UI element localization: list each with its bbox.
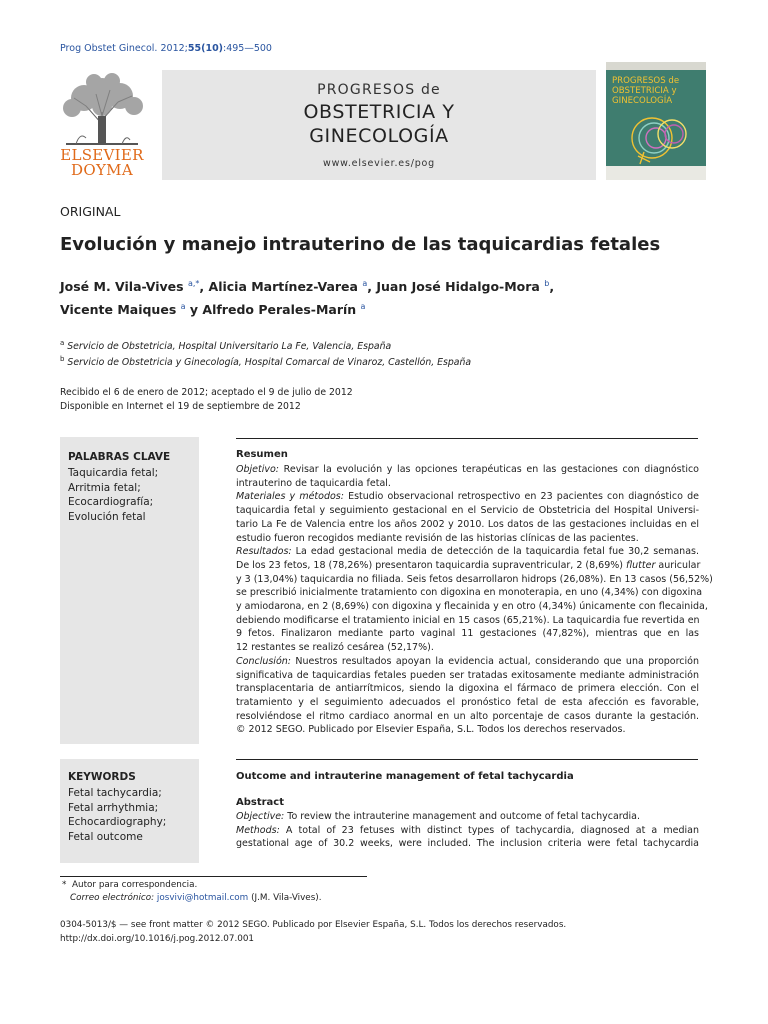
logo-line-doyma: DOYMA bbox=[71, 161, 133, 179]
abstract-line bbox=[236, 723, 699, 737]
abstract-text: auricular bbox=[655, 559, 701, 571]
citation-volume: 55(10) bbox=[187, 43, 224, 54]
affiliation-text: Servicio de Obstetricia y Ginecología, Hospital Comarcal de Vinaroz, Castellón, España bbox=[67, 357, 472, 369]
abstract-line bbox=[236, 600, 708, 614]
email-link[interactable]: josvivi@hotmail.com bbox=[156, 893, 249, 903]
author-line-2 bbox=[60, 297, 710, 320]
author-affiliation-mark[interactable]: a bbox=[360, 302, 366, 312]
abstract-line bbox=[236, 463, 699, 477]
author-affiliation-mark[interactable]: a bbox=[362, 279, 368, 288]
abstract-text: se prescribió inicialmente tratamiento con digoxina en monoterapia, en uno (4,34%) con digoxina bbox=[236, 587, 703, 599]
received-date: Recibido el 6 de enero de 2012; aceptado el 9 de julio de 2012 bbox=[60, 387, 353, 398]
author-list bbox=[60, 274, 710, 320]
author-affiliation-mark[interactable]: a,* bbox=[187, 279, 200, 288]
citation-pages: :495—500 bbox=[223, 43, 272, 54]
resumen-body bbox=[236, 463, 713, 737]
banner-url-link[interactable]: www.elsevier.es/pog bbox=[323, 158, 435, 169]
email-owner: (J.M. Vila-Vives). bbox=[251, 893, 322, 903]
abstract-text: De los 23 fetos, 18 (78,26%) presentaron taquicardia supraventricular, 2 (8,69%) bbox=[236, 559, 627, 571]
abstract-label: Materiales y métodos: bbox=[236, 491, 344, 503]
abstract-text: Estudio observacional retrospectivo en 23 pacientes con diagnóstico de bbox=[343, 491, 699, 503]
keyword-item: Ecocardiografía; bbox=[68, 496, 154, 509]
keyword-item: Echocardiography; bbox=[68, 816, 167, 829]
author-affiliation-mark[interactable]: a bbox=[180, 302, 186, 312]
abstract-heading: Abstract bbox=[236, 797, 285, 808]
abstract-text: y 3 (13,04%) taquicardia no filiada. Seis fetos desarrollaron hidrops (26,08%). En 13 casos (56,52%) bbox=[236, 573, 713, 585]
cover-title-line2: OBSTETRICIA y bbox=[612, 86, 677, 96]
abstract-label: Conclusión: bbox=[236, 655, 291, 667]
abstract-label: Objective: bbox=[236, 811, 285, 822]
abstract-text: 9 fetos. Finalizaron mediante parto vaginal 11 gestaciones (47,82%), mientras que en las bbox=[236, 628, 699, 640]
abstract-text: A total of 23 fetuses with distinct types of tachycardia, diagnosed at a median bbox=[279, 824, 699, 836]
banner-title bbox=[162, 100, 596, 148]
cover-footer bbox=[606, 166, 706, 180]
abstract-text: gestational age of 30.2 weeks, were included. The inclusion criteria were fetal tachycardia bbox=[236, 838, 699, 850]
cover-title bbox=[612, 76, 702, 106]
author-affiliation-mark[interactable]: b bbox=[544, 279, 550, 288]
abstract-body bbox=[236, 810, 699, 851]
abstract-line bbox=[236, 696, 699, 710]
abstract-text: taquicardia fetal y seguimiento gestacional en el Servicio de Obstetricia del Hospital Universi- bbox=[236, 505, 699, 517]
abstract-line bbox=[236, 669, 699, 683]
abstract-line bbox=[236, 586, 703, 600]
abstract-line bbox=[236, 490, 699, 504]
keywords-es-heading: PALABRAS CLAVE bbox=[68, 451, 171, 463]
keyword-item: Fetal outcome bbox=[68, 830, 143, 843]
abstract-text: © 2012 SEGO. Publicado por Elsevier España, S.L. Todos los derechos reservados. bbox=[236, 724, 626, 736]
abstract-line bbox=[236, 627, 699, 641]
online-date: Disponible en Internet el 19 de septiembre de 2012 bbox=[60, 401, 301, 412]
journal-banner bbox=[162, 70, 596, 180]
abstract-line bbox=[236, 641, 699, 655]
banner-subtitle: PROGRESOS de bbox=[317, 82, 441, 98]
banner-title-line1: OBSTETRICIA Y bbox=[303, 101, 455, 123]
abstract-line bbox=[236, 559, 699, 573]
keyword-item: Arritmia fetal; bbox=[68, 481, 141, 494]
affiliation-mark: b bbox=[60, 355, 65, 363]
abstract-line bbox=[236, 477, 699, 491]
abstract-text: significativa de taquicardias fetales pueden ser tratadas exitosamente mediante administración bbox=[236, 669, 699, 681]
elsevier-doyma-logo bbox=[58, 148, 146, 178]
abstract-text: To review the intrauterine management and outcome of fetal tachycardia. bbox=[284, 811, 641, 822]
article-title: Evolución y manejo intrauterino de las taquicardias fetales bbox=[60, 234, 661, 255]
cover-title-line3: GINECOLOGÍA bbox=[612, 96, 673, 106]
corresponding-author-note bbox=[62, 880, 197, 890]
abstract-line bbox=[236, 532, 699, 546]
affiliation-a bbox=[60, 339, 391, 352]
abstract-line bbox=[236, 837, 699, 851]
email-label: Correo electrónico: bbox=[70, 893, 155, 903]
author-line-1: José M. Vila-Vives $^{a,*}$, Alicia Martínez-Varea $^a$, Juan José Hidalgo-Mora $^b$, bbox=[60, 279, 555, 295]
footnote-star: * bbox=[62, 880, 67, 890]
front-matter-copyright: 0304-5013/$ — see front matter © 2012 SEGO. Publicado por Elsevier España, S.L. Todos los derechos reservados. bbox=[60, 920, 567, 930]
citation-journal: Prog Obstet Ginecol. bbox=[60, 43, 158, 54]
abstract-text: tratamiento y el seguimiento adecuados el pronóstico fetal de esta afección es favorable, bbox=[236, 696, 699, 708]
cover-top-band bbox=[606, 62, 706, 70]
abstract-text: Revisar la evolución y las opciones terapéuticas en las gestaciones con diagnóstico bbox=[279, 464, 699, 475]
author-conjunction: y bbox=[189, 302, 199, 318]
keywords-en-list bbox=[68, 786, 166, 844]
resumen-top-rule bbox=[236, 438, 698, 439]
keyword-item: Fetal tachycardia; bbox=[68, 787, 162, 799]
abstract-text: transplacentaria de antiarrítmicos, siendo la digoxina el fármaco de primera elección. Con el bbox=[236, 683, 699, 695]
abstract-label: flutter bbox=[626, 559, 656, 571]
journal-citation[interactable] bbox=[60, 43, 272, 54]
english-article-title: Outcome and intrauterine management of fetal tachycardia bbox=[236, 771, 574, 782]
abstract-line bbox=[236, 504, 699, 518]
author-name[interactable]: Juan José Hidalgo-Mora bbox=[376, 279, 540, 295]
abstract-text: 12 restantes se realizó cesárea (52,17%). bbox=[236, 642, 434, 654]
doi-link[interactable]: http://dx.doi.org/10.1016/j.pog.2012.07.001 bbox=[60, 934, 255, 944]
abstract-text: debiendo modificarse el tratamiento inicial en 15 casos (65,21%). La taquicardia fue revertida en bbox=[236, 614, 700, 626]
keywords-es-box bbox=[60, 437, 199, 744]
abstract-line bbox=[236, 682, 699, 696]
abstract-label: Methods: bbox=[236, 824, 280, 836]
corresponding-email bbox=[70, 893, 322, 903]
abstract-label: Objetivo: bbox=[236, 464, 279, 475]
abstract-text: La edad gestacional media de detección de la taquicardia fetal fue 30,2 semanas. bbox=[291, 546, 699, 558]
author-name[interactable]: José M. Vila-Vives bbox=[60, 279, 184, 295]
keywords-en-heading: KEYWORDS bbox=[68, 771, 136, 783]
keyword-item: Fetal arrhythmia; bbox=[68, 801, 159, 814]
abstract-text: estudio fueron recogidos mediante revisión de las historias clínicas de las pacientes. bbox=[236, 532, 639, 544]
resumen-heading: Resumen bbox=[236, 449, 288, 460]
english-top-rule bbox=[236, 759, 698, 760]
author-name[interactable]: Alfredo Perales-Marín bbox=[202, 302, 357, 318]
abstract-line bbox=[236, 518, 699, 532]
abstract-text: y amiodarona, en 2 (8,69%) con digoxina y flecainida y en otro (4,34%) únicamente con flecainida, bbox=[236, 601, 708, 613]
author-name[interactable]: Alicia Martínez-Varea bbox=[208, 279, 358, 295]
abstract-line bbox=[236, 614, 699, 628]
keywords-es-list bbox=[68, 466, 158, 524]
logo-line-elsevier: ELSEVIER bbox=[60, 146, 144, 164]
abstract-line bbox=[236, 655, 699, 669]
affiliation-b bbox=[60, 355, 471, 368]
abstract-line bbox=[236, 573, 713, 587]
abstract-text: resolviéndose el ritmo cardiaco anormal en un alto porcentaje de casos durante la gestación. bbox=[236, 710, 699, 722]
cover-title-line1: PROGRESOS de bbox=[612, 76, 680, 86]
cover-artwork-icon bbox=[620, 112, 700, 166]
keyword-item: Evolución fetal bbox=[68, 510, 146, 523]
abstract-line bbox=[236, 545, 699, 559]
abstract-text: intrauterino de taquicardia fetal. bbox=[236, 477, 391, 489]
journal-cover-image bbox=[606, 62, 706, 180]
abstract-text: Nuestros resultados apoyan la evidencia actual, considerando que una proporción bbox=[290, 655, 699, 667]
abstract-line bbox=[236, 810, 699, 824]
abstract-line bbox=[236, 824, 699, 838]
citation-year: 2012; bbox=[160, 43, 188, 54]
abstract-line bbox=[236, 710, 699, 724]
affiliation-text: Servicio de Obstetricia, Hospital Universitario La Fe, Valencia, España bbox=[67, 341, 392, 353]
keyword-item: Taquicardia fetal; bbox=[68, 467, 159, 479]
banner-title-line2: GINECOLOGÍA bbox=[309, 125, 449, 147]
footnote-rule bbox=[60, 876, 367, 877]
author-name[interactable]: Vicente Maiques bbox=[60, 302, 177, 318]
affiliation-mark: a bbox=[60, 339, 65, 347]
keywords-en-box bbox=[60, 759, 199, 863]
abstract-label: Resultados: bbox=[236, 546, 292, 558]
footnote-author-text: Autor para correspondencia. bbox=[72, 880, 198, 890]
article-section-label: ORIGINAL bbox=[60, 204, 121, 219]
abstract-text: tario La Fe de Valencia entre los años 2002 y 2010. Los datos de las gestaciones incluidas en el bbox=[236, 518, 699, 530]
